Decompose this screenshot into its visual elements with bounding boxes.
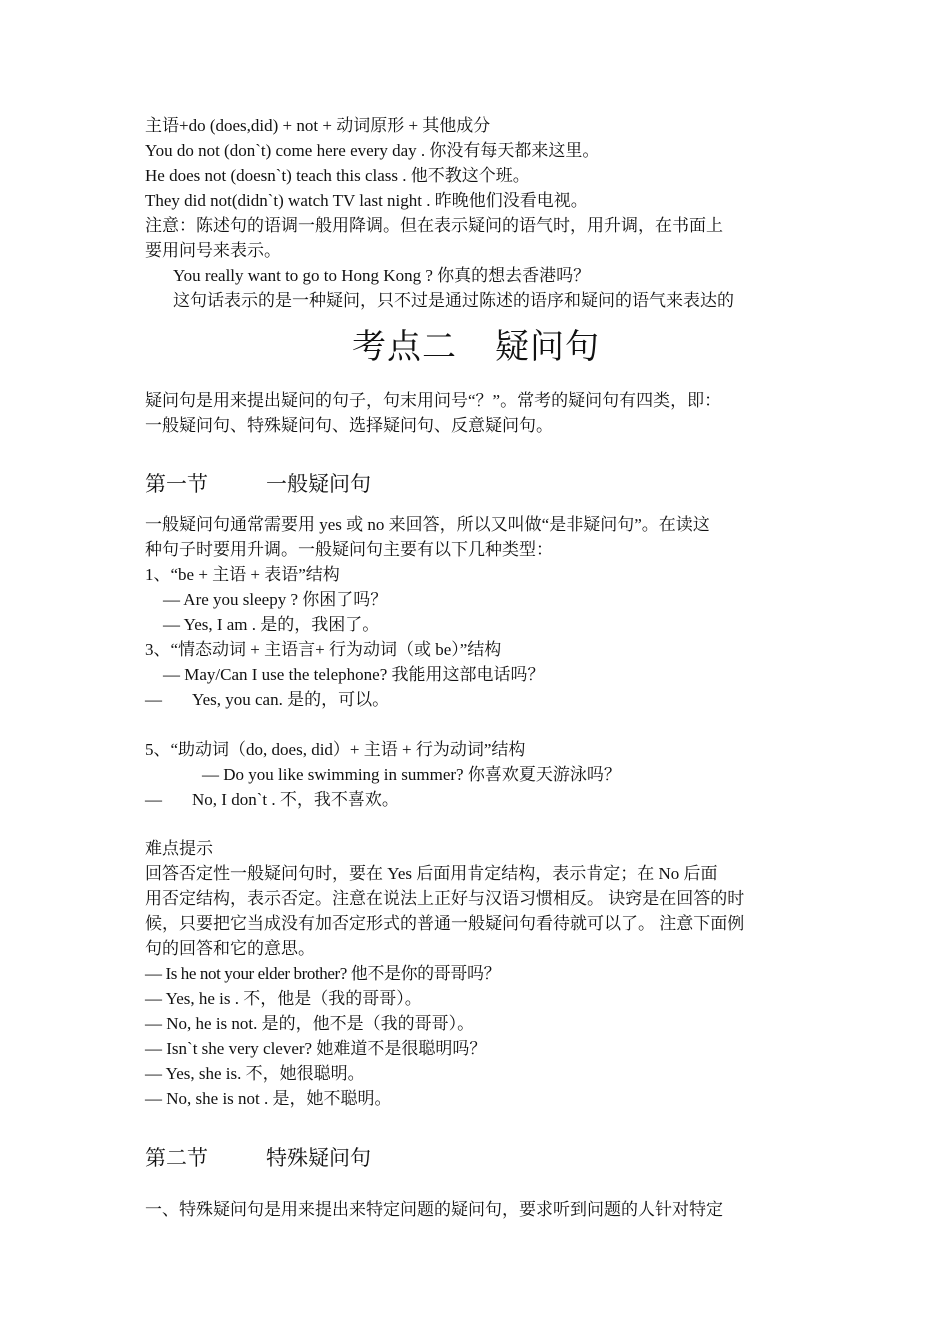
section-label: 第二节	[145, 1146, 208, 1170]
section-heading	[145, 1145, 371, 1171]
section-label: 第一节	[145, 472, 208, 496]
example-line: You really want to go to Hong Kong ? 你真的想去香港吗？	[173, 266, 591, 285]
section-heading	[145, 471, 371, 497]
section-name: 一般疑问句	[266, 472, 371, 496]
dash-mark: —	[145, 790, 162, 809]
section-name: 特殊疑问句	[266, 1146, 371, 1170]
example-line: You do not (don`t) come here every day . 你没有每天都来这里。	[145, 141, 600, 160]
paragraph-line: 疑问句是用来提出疑问的句子，句末用问号“？”。常考的疑问句有四类，即：	[145, 391, 722, 410]
note-line: 要用问号来表示。	[145, 241, 281, 260]
title-part-1: 考点二	[352, 329, 457, 366]
title-part-2: 疑问句	[495, 329, 600, 366]
example-line: — Is he not your elder brother? 他不是你的哥哥吗？	[145, 964, 501, 983]
example-line: — Yes, she is. 不，她很聪明。	[145, 1064, 365, 1083]
note-line: 这句话表示的是一种疑问，只不过是通过陈述的语序和疑问的语气来表达的	[173, 291, 734, 310]
example-line: Yes, you can. 是的，可以。	[192, 690, 390, 709]
paragraph-line: 候，只要把它当成没有加否定形式的普通一般疑问句看待就可以了。 注意下面例	[145, 914, 745, 933]
example-line: He does not (doesn`t) teach this class . 他不教这个班。	[145, 166, 530, 185]
example-line: — Yes, I am . 是的，我困了。	[163, 615, 380, 634]
subheading: 难点提示	[145, 839, 213, 858]
paragraph-line: 种句子时要用升调。一般疑问句主要有以下几种类型：	[145, 540, 553, 559]
example-line: No, I don`t . 不，我不喜欢。	[192, 790, 399, 809]
structure-line: 1、“be + 主语 + 表语”结构	[145, 565, 340, 584]
example-line: — Do you like swimming in summer? 你喜欢夏天游泳吗？	[202, 765, 621, 784]
example-line: They did not(didn`t) watch TV last night . 昨晚他们没看电视。	[145, 191, 588, 210]
paragraph-line: 一般疑问句、特殊疑问句、选择疑问句、反意疑问句。	[145, 416, 553, 435]
paragraph-line: 一、特殊疑问句是用来提出来特定问题的疑问句，要求听到问题的人针对特定	[145, 1200, 723, 1219]
example-line: — No, she is not . 是，她不聪明。	[145, 1089, 392, 1108]
paragraph-line: 用否定结构，表示否定。注意在说法上正好与汉语习惯相反。 诀窍是在回答的时	[145, 889, 745, 908]
structure-line: 5、“助动词（do, does, did）+ 主语 + 行为动词”结构	[145, 740, 526, 759]
example-line: — May/Can I use the telephone? 我能用这部电话吗？	[163, 665, 545, 684]
example-line: — Are you sleepy ? 你困了吗？	[163, 590, 388, 609]
note-line: 注意：陈述句的语调一般用降调。但在表示疑问的语气时，用升调，在书面上	[145, 216, 723, 235]
structure-line: 3、“情态动词 + 主语言+ 行为动词（或 be）”结构	[145, 640, 502, 659]
example-line: — Yes, he is . 不，他是（我的哥哥）。	[145, 989, 422, 1008]
page-title	[352, 328, 600, 368]
formula-line: 主语+do (does,did) + not + 动词原形 + 其他成分	[145, 116, 491, 135]
paragraph-line: 一般疑问句通常需要用 yes 或 no 来回答，所以又叫做“是非疑问句”。在读这	[145, 515, 710, 534]
dash-mark: —	[145, 690, 162, 709]
paragraph-line: 句的回答和它的意思。	[145, 939, 315, 958]
paragraph-line: 回答否定性一般疑问句时，要在 Yes 后面用肯定结构，表示肯定；在 No 后面	[145, 864, 718, 883]
example-line: — No, he is not. 是的，他不是（我的哥哥）。	[145, 1014, 475, 1033]
example-line: — Isn`t she very clever? 她难道不是很聪明吗？	[145, 1039, 487, 1058]
